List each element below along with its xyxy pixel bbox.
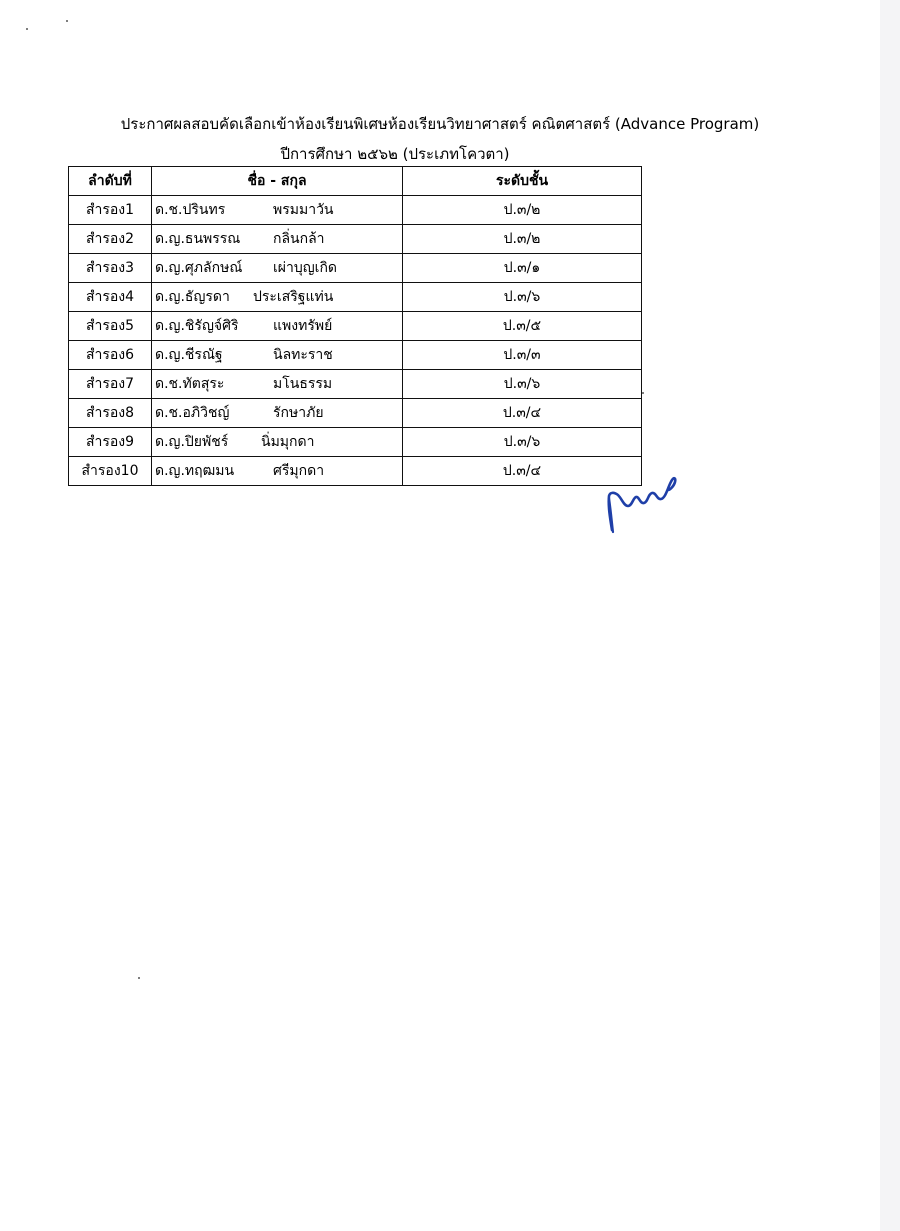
academic-year-subtitle: ปีการศึกษา ๒๕๖๒ (ประเภทโควตา) — [280, 145, 510, 163]
order-cell: สำรอง2 — [69, 225, 152, 254]
order-cell: สำรอง10 — [69, 457, 152, 486]
table-row — [69, 312, 642, 341]
last-name: นิ่มมุกดา — [261, 434, 315, 450]
order-cell: สำรอง8 — [69, 399, 152, 428]
last-name: ศรีมุกดา — [273, 463, 325, 479]
grade-cell: ป.๓/๒ — [403, 196, 642, 225]
scan-speck — [642, 392, 644, 394]
announcement-title: ประกาศผลสอบคัดเลือกเข้าห้องเรียนพิเศษห้องเรียนวิทยาศาสตร์ คณิตศาสตร์ (Advance Program) — [120, 115, 760, 133]
table-row — [69, 341, 642, 370]
table-row — [69, 196, 642, 225]
last-name: รักษาภัย — [273, 405, 324, 421]
table-row — [69, 254, 642, 283]
first-name: ด.ญ.ชิรัญจ์ศิริ — [155, 318, 239, 334]
name-cell — [152, 312, 403, 341]
last-name: เผ่าบุญเกิด — [273, 260, 338, 276]
grade-cell: ป.๓/๒ — [403, 225, 642, 254]
first-name: ด.ญ.ทฤฒมน — [155, 463, 235, 479]
order-cell: สำรอง4 — [69, 283, 152, 312]
grade-cell: ป.๓/๑ — [403, 254, 642, 283]
order-cell: สำรอง5 — [69, 312, 152, 341]
name-cell — [152, 457, 403, 486]
table-row — [69, 399, 642, 428]
scan-border — [880, 0, 900, 1231]
grade-cell: ป.๓/๕ — [403, 312, 642, 341]
table-row — [69, 428, 642, 457]
name-cell — [152, 225, 403, 254]
reserve-list-table — [68, 166, 642, 486]
table-header-row — [69, 167, 642, 196]
table-row — [69, 283, 642, 312]
order-cell: สำรอง1 — [69, 196, 152, 225]
last-name: ประเสริฐแท่น — [253, 289, 334, 305]
column-header-name: ชื่อ - สกุล — [152, 167, 403, 196]
table-row — [69, 457, 642, 486]
last-name: กลิ่นกล้า — [273, 231, 325, 247]
name-cell — [152, 399, 403, 428]
grade-cell: ป.๓/๖ — [403, 370, 642, 399]
scan-speck — [66, 20, 68, 22]
grade-cell: ป.๓/๔ — [403, 457, 642, 486]
last-name: พรมมาวัน — [273, 202, 334, 218]
grade-cell: ป.๓/๓ — [403, 341, 642, 370]
scan-speck — [138, 977, 140, 979]
name-cell — [152, 254, 403, 283]
table-row — [69, 225, 642, 254]
first-name: ด.ญ.ศุภลักษณ์ — [155, 260, 243, 276]
table-row — [69, 370, 642, 399]
name-cell — [152, 341, 403, 370]
first-name: ด.ช.ทัตสุระ — [155, 376, 225, 392]
grade-cell: ป.๓/๖ — [403, 428, 642, 457]
grade-cell: ป.๓/๖ — [403, 283, 642, 312]
first-name: ด.ญ.ธนพรรณ — [155, 231, 241, 247]
first-name: ด.ญ.ชีรณัฐ — [155, 347, 223, 363]
first-name: ด.ญ.ธัญรดา — [155, 289, 230, 305]
order-cell: สำรอง3 — [69, 254, 152, 283]
order-cell: สำรอง6 — [69, 341, 152, 370]
last-name: นิลทะราช — [273, 347, 333, 363]
order-cell: สำรอง7 — [69, 370, 152, 399]
column-header-order: ลำดับที่ — [69, 167, 152, 196]
first-name: ด.ช.อภิวิชญ์ — [155, 405, 230, 421]
scan-speck — [26, 28, 28, 30]
last-name: มโนธรรม — [273, 376, 333, 392]
name-cell — [152, 370, 403, 399]
grade-cell: ป.๓/๔ — [403, 399, 642, 428]
handwritten-signature-icon — [600, 468, 690, 536]
last-name: แพงทรัพย์ — [273, 318, 333, 334]
first-name: ด.ช.ปรินทร — [155, 202, 226, 218]
order-cell: สำรอง9 — [69, 428, 152, 457]
first-name: ด.ญ.ปิยพัชร์ — [155, 434, 229, 450]
column-header-grade: ระดับชั้น — [403, 167, 642, 196]
name-cell — [152, 283, 403, 312]
name-cell — [152, 196, 403, 225]
name-cell — [152, 428, 403, 457]
